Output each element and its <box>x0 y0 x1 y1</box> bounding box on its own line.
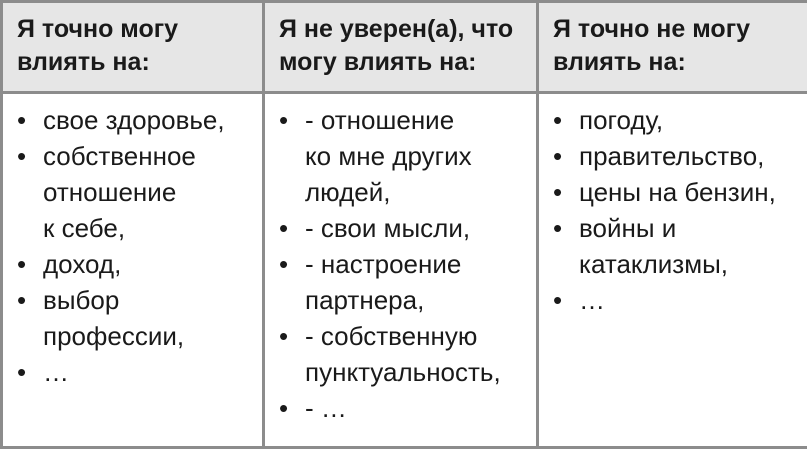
bullet-icon: • <box>553 285 563 315</box>
list-item-text: - отношение ко мне других людей, <box>305 105 472 207</box>
list-item <box>15 102 256 138</box>
bullet-icon: • <box>553 105 563 135</box>
list-item <box>15 282 256 354</box>
column-cannot-influence <box>538 93 807 448</box>
list-item <box>15 138 256 246</box>
bullet-icon: • <box>17 357 27 387</box>
bullet-icon: • <box>553 213 563 243</box>
header-can-influence-text: Я точно могу влиять на: <box>17 15 179 76</box>
bullet-icon: • <box>279 393 289 423</box>
list-item <box>551 174 801 210</box>
header-can-influence <box>2 2 264 93</box>
list-item-text: - … <box>305 393 347 423</box>
list-unsure-influence <box>277 102 530 426</box>
list-item-text: доход, <box>43 249 122 279</box>
header-unsure-influence-text: Я не уверен(а), что могу влиять на: <box>279 15 514 76</box>
list-item <box>551 210 801 282</box>
bullet-icon: • <box>279 213 289 243</box>
bullet-icon: • <box>553 141 563 171</box>
bullet-icon: • <box>279 105 289 135</box>
bullet-icon: • <box>279 321 289 351</box>
list-item <box>551 102 801 138</box>
list-item-text: выбор профессии, <box>43 285 185 351</box>
list-item-text: правительство, <box>579 141 765 171</box>
list-item-text: войны и катаклизмы, <box>579 213 728 279</box>
list-item <box>277 102 530 210</box>
bullet-icon: • <box>553 177 563 207</box>
list-item-text: погоду, <box>579 105 664 135</box>
bullet-icon: • <box>17 105 27 135</box>
header-row <box>2 2 807 93</box>
list-item <box>277 210 530 246</box>
bullet-icon: • <box>17 141 27 171</box>
bullet-icon: • <box>17 249 27 279</box>
header-unsure-influence <box>264 2 538 93</box>
list-item-text: свое здоровье, <box>43 105 225 135</box>
bullet-icon: • <box>17 285 27 315</box>
column-unsure-influence <box>264 93 538 448</box>
list-item-text: - свои мысли, <box>305 213 471 243</box>
list-can-influence <box>15 102 256 390</box>
list-item-text: цены на бензин, <box>579 177 776 207</box>
list-item-text: собственное отношение к себе, <box>43 141 196 243</box>
column-can-influence <box>2 93 264 448</box>
list-item <box>15 354 256 390</box>
list-item <box>551 282 801 318</box>
list-item <box>277 246 530 318</box>
list-item <box>277 318 530 390</box>
list-item <box>15 246 256 282</box>
list-item <box>551 138 801 174</box>
list-item-text: - настроение партнера, <box>305 249 462 315</box>
header-cannot-influence <box>538 2 807 93</box>
list-item <box>277 390 530 426</box>
list-item-text: … <box>43 357 69 387</box>
list-item-text: … <box>579 285 605 315</box>
list-cannot-influence <box>551 102 801 318</box>
header-cannot-influence-text: Я точно не могу влиять на: <box>553 15 751 76</box>
body-row <box>2 93 807 448</box>
bullet-icon: • <box>279 249 289 279</box>
list-item-text: - собственную пунктуальность, <box>305 321 501 387</box>
